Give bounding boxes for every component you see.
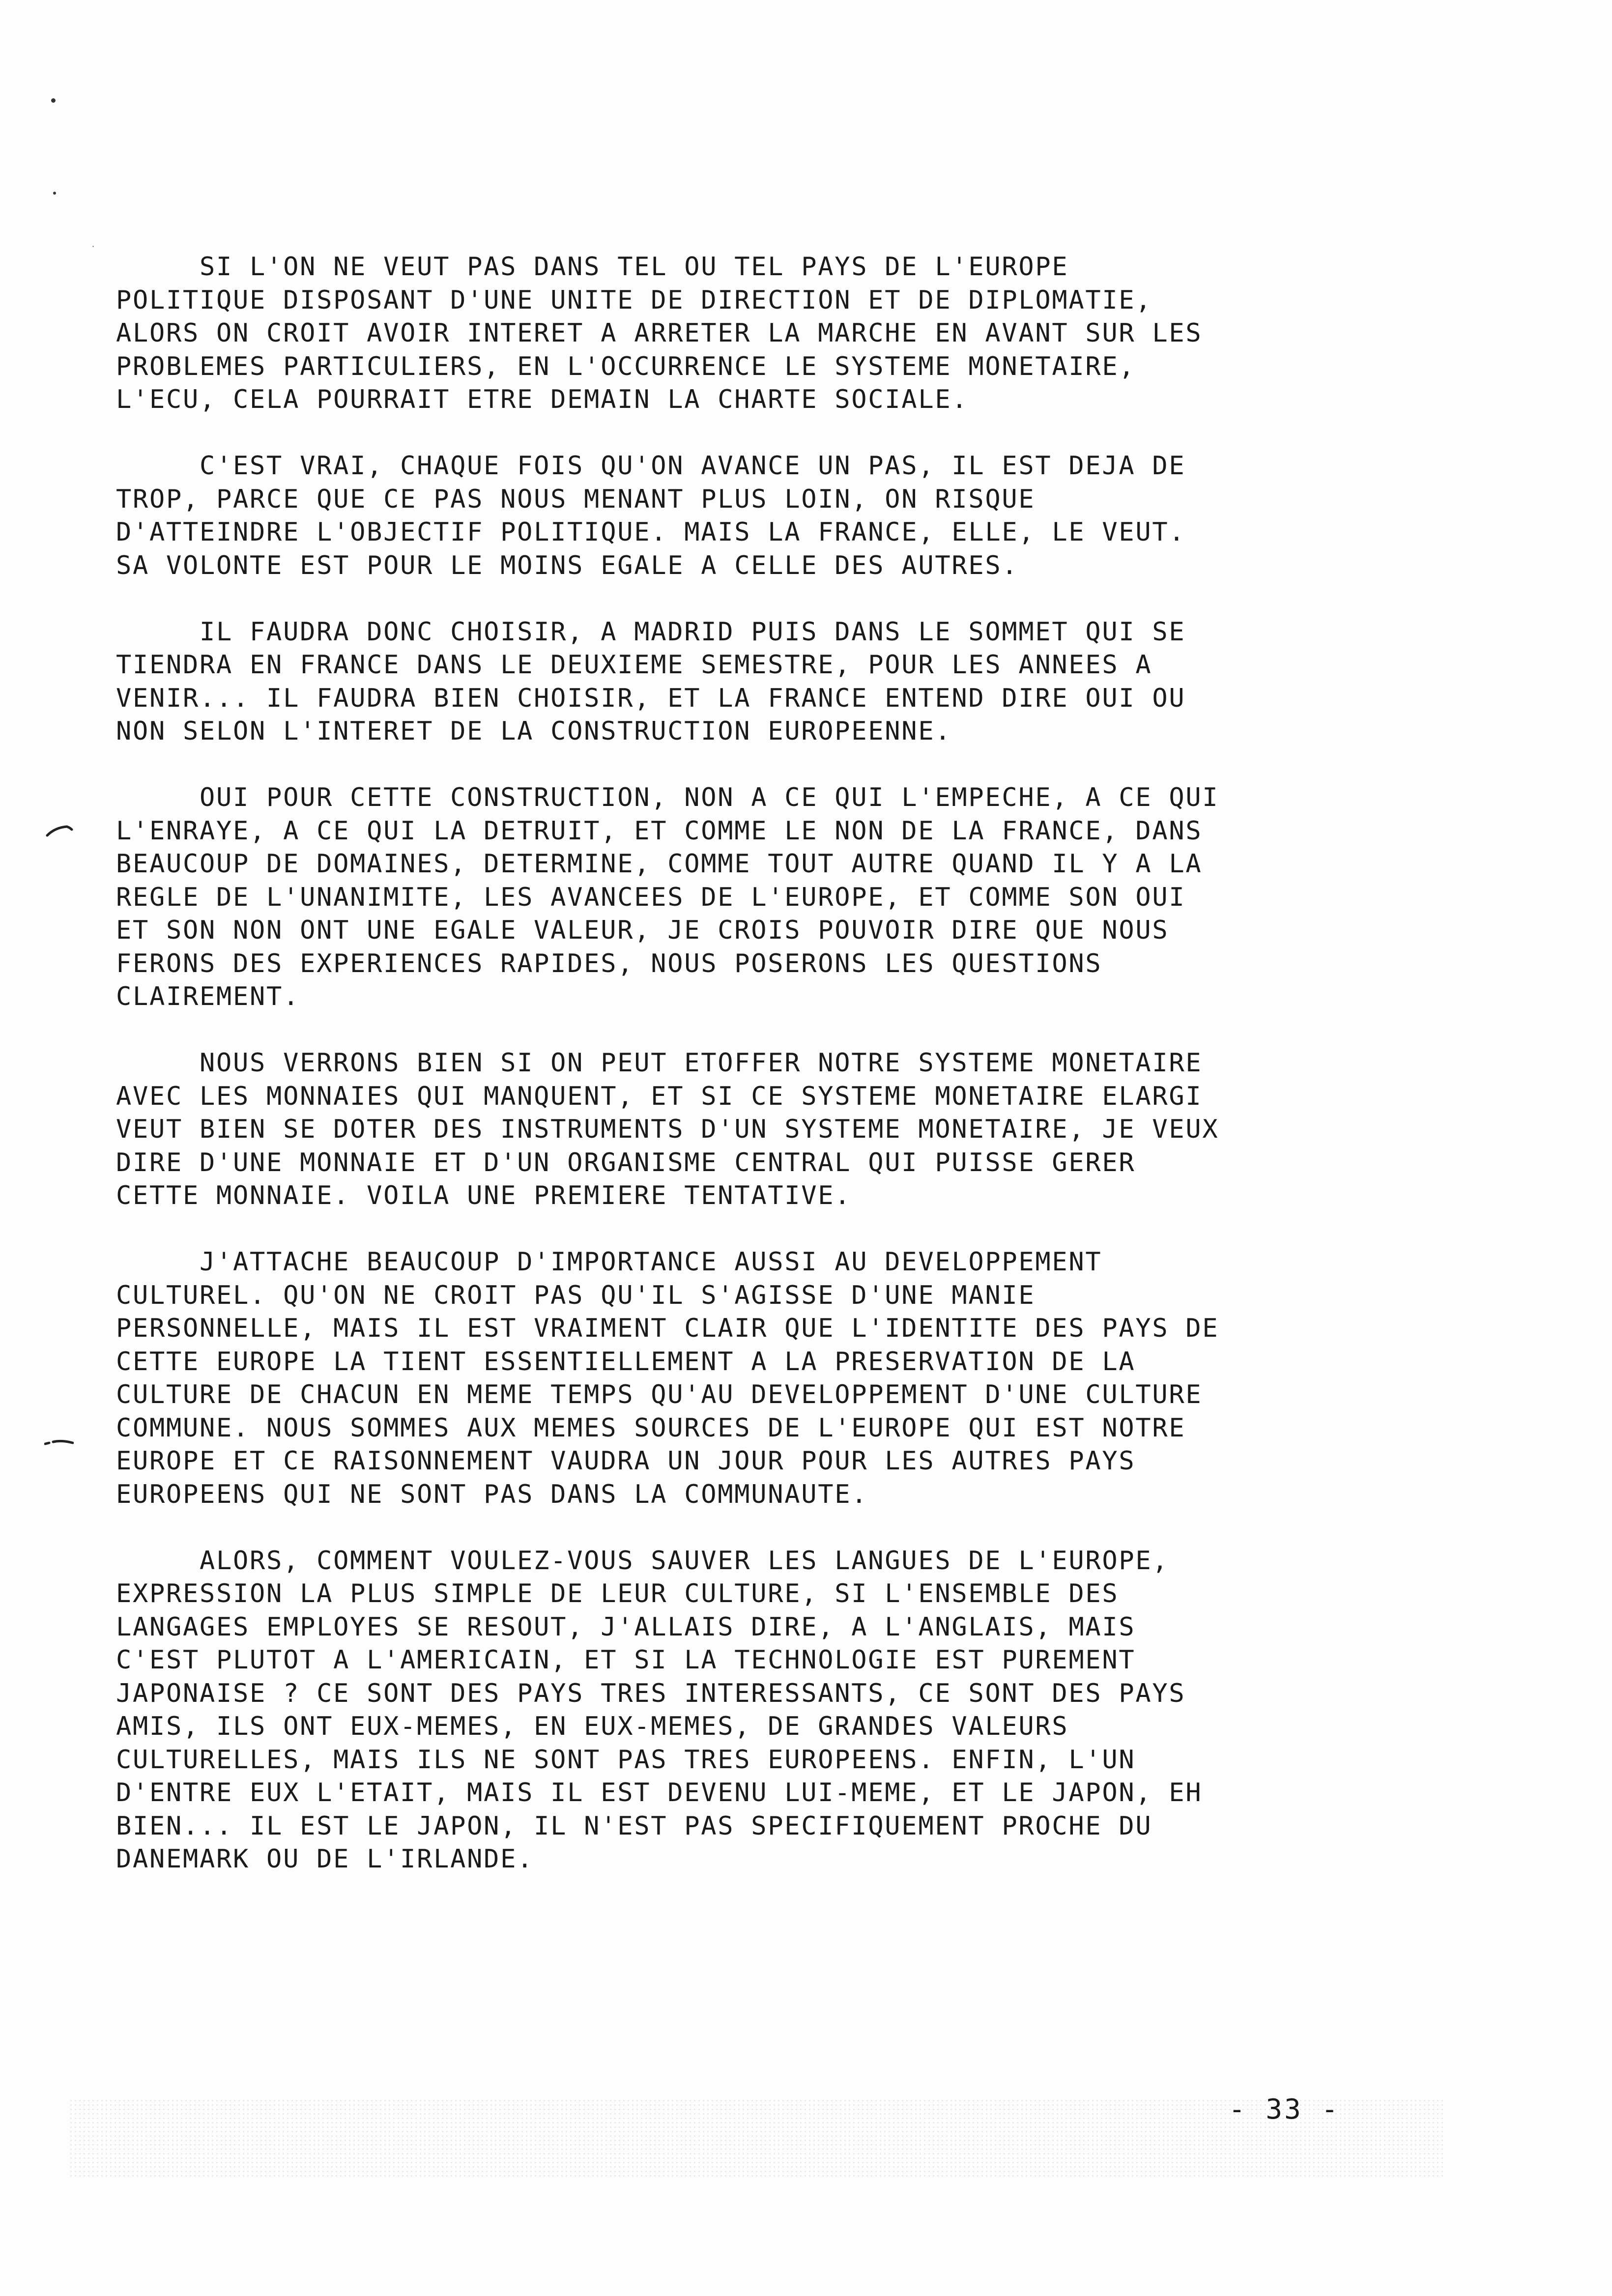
paragraph: NOUS VERRONS BIEN SI ON PEUT ETOFFER NOTRE SYSTEME MONETAIRE AVEC LES MONNAIES QUI MANQUENT, ET SI CE SYSTEME MONETAIRE ELARGI VEUT BIEN SE DOTER DES INSTRUMENTS D'UN SYSTEME MONETAIRE, JE VEUX DIRE D'UNE MONNAIE ET D'UN ORGANISME CENTRAL QUI PUISSE GERER CETTE MONNAIE. VOILA UNE PREMIERE TENTATIVE. (116, 1048, 1219, 1210)
paragraph: IL FAUDRA DONC CHOISIR, A MADRID PUIS DANS LE SOMMET QUI SE TIENDRA EN FRANCE DANS LE DEUXIEME SEMESTRE, POUR LES ANNEES A VENIR... IL FAUDRA BIEN CHOISIR, ET LA FRANCE ENTEND DIRE OUI OU NON SELON L'INTERET DE LA CONSTRUCTION EUROPEENNE. (116, 617, 1186, 746)
margin-tick-mark-icon (45, 824, 75, 838)
scan-speck (51, 98, 56, 103)
page-number: - 33 - (1229, 2094, 1340, 2125)
paragraph: OUI POUR CETTE CONSTRUCTION, NON A CE QUI L'EMPECHE, A CE QUI L'ENRAYE, A CE QUI LA DETRUIT, ET COMME LE NON DE LA FRANCE, DANS BEAUCOUP DE DOMAINES, DETERMINE, COMME TOUT AUTRE QUAND IL Y A LA REGLE DE L'UNANIMITE, LES AVANCEES DE L'EUROPE, ET COMME SON OUI ET SON NON ONT UNE EGALE VALEUR, JE CROIS POUVOIR DIRE QUE NOUS FERONS DES EXPERIENCES RAPIDES, NOUS POSERONS LES QUESTIONS CLAIREMENT. (116, 783, 1219, 1011)
paragraph: C'EST VRAI, CHAQUE FOIS QU'ON AVANCE UN PAS, IL EST DEJA DE TROP, PARCE QUE CE PAS NOUS MENANT PLUS LOIN, ON RISQUE D'ATTEINDRE L'OBJECTIF POLITIQUE. MAIS LA FRANCE, ELLE, LE VEUT. SA VOLONTE EST POUR LE MOINS EGALE A CELLE DES AUTRES. (116, 451, 1186, 580)
paragraph: SI L'ON NE VEUT PAS DANS TEL OU TEL PAYS DE L'EUROPE POLITIQUE DISPOSANT D'UNE UNITE DE DIRECTION ET DE DIPLOMATIE, ALORS ON CROIT AVOIR INTERET A ARRETER LA MARCHE EN AVANT SUR LES PROBLEMES PARTICULIERS, EN L'OCCURRENCE LE SYSTEME MONETAIRE, L'ECU, CELA POURRAIT ETRE DEMAIN LA CHARTE SOCIALE. (116, 252, 1203, 414)
document-body (116, 251, 1345, 1909)
scan-speck (92, 246, 94, 247)
scan-speck (53, 192, 56, 195)
margin-tick-mark-icon (44, 1437, 74, 1452)
paragraph: J'ATTACHE BEAUCOUP D'IMPORTANCE AUSSI AU DEVELOPPEMENT CULTUREL. QU'ON NE CROIT PAS QU'IL S'AGISSE D'UNE MANIE PERSONNELLE, MAIS IL EST VRAIMENT CLAIR QUE L'IDENTITE DES PAYS DE CETTE EUROPE LA TIENT ESSENTIELLEMENT A LA PRESERVATION DE LA CULTURE DE CHACUN EN MEME TEMPS QU'AU DEVELOPPEMENT D'UNE CULTURE COMMUNE. NOUS SOMMES AUX MEMES SOURCES DE L'EUROPE QUI EST NOTRE EUROPE ET CE RAISONNEMENT VAUDRA UN JOUR POUR LES AUTRES PAYS EUROPEENS QUI NE SONT PAS DANS LA COMMUNAUTE. (116, 1247, 1219, 1509)
paragraph: ALORS, COMMENT VOULEZ-VOUS SAUVER LES LANGUES DE L'EUROPE, EXPRESSION LA PLUS SIMPLE DE LEUR CULTURE, SI L'ENSEMBLE DES LANGAGES EMPLOYES SE RESOUT, J'ALLAIS DIRE, A L'ANGLAIS, MAIS C'EST PLUTOT A L'AMERICAIN, ET SI LA TECHNOLOGIE EST PUREMENT JAPONAISE ? CE SONT DES PAYS TRES INTERESSANTS, CE SONT DES PAYS AMIS, ILS ONT EUX-MEMES, EN EUX-MEMES, DE GRANDES VALEURS CULTURELLES, MAIS ILS NE SONT PAS TRES EUROPEENS. ENFIN, L'UN D'ENTRE EUX L'ETAIT, MAIS IL EST DEVENU LUI-MEME, ET LE JAPON, EH BIEN... IL EST LE JAPON, IL N'EST PAS SPECIFIQUEMENT PROCHE DU DANEMARK OU DE L'IRLANDE. (116, 1546, 1203, 1874)
